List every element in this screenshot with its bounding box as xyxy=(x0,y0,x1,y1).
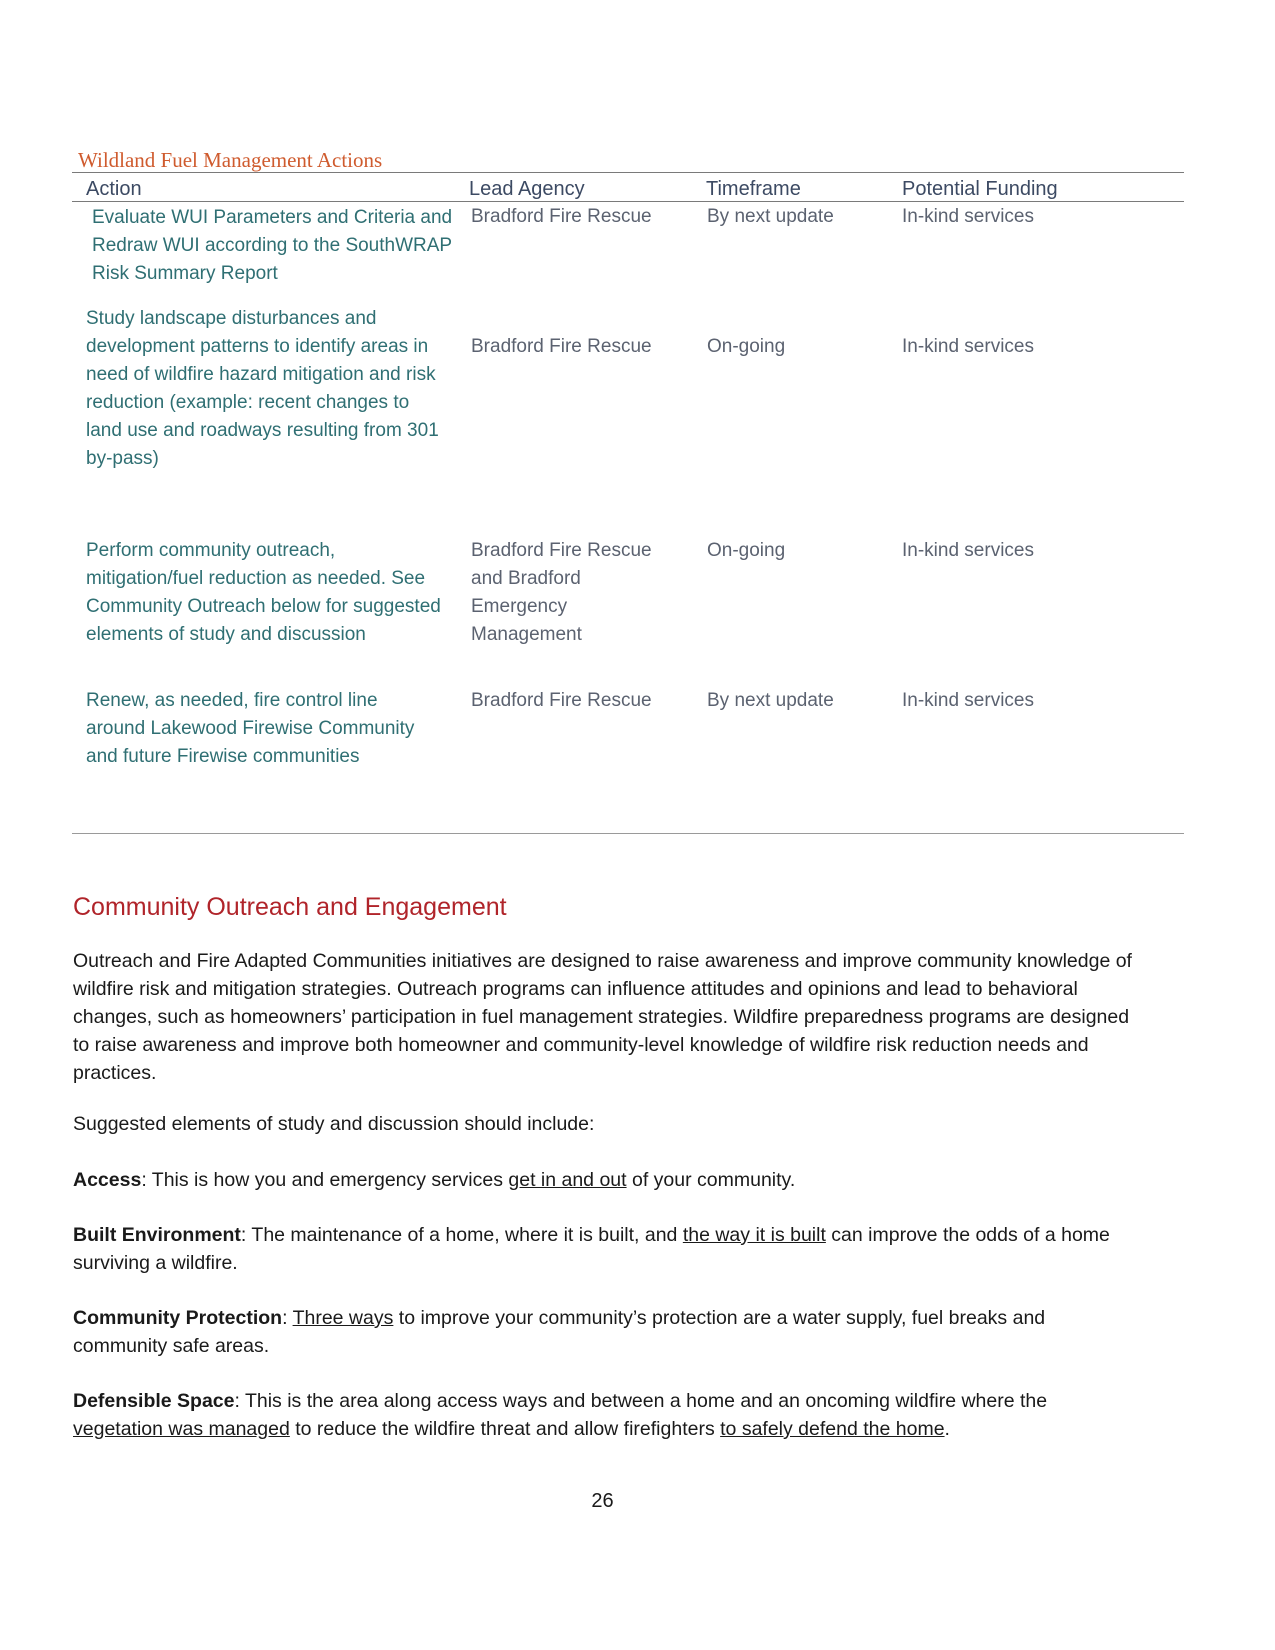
table-row-4-lead-agency: Bradford Fire Rescue xyxy=(471,690,652,711)
access-underlined: get in and out xyxy=(508,1169,627,1191)
page-number: 26 xyxy=(591,1490,614,1512)
built-term: Built Environment xyxy=(73,1224,241,1246)
header-potential-funding: Potential Funding xyxy=(902,178,1058,200)
defensible-text-a: : This is the area along access ways and between a home and an oncoming wildfire where the xyxy=(234,1390,1048,1412)
defensible-text-c: . xyxy=(944,1418,950,1440)
access-term: Access xyxy=(73,1169,142,1191)
table-row-1-funding: In-kind services xyxy=(902,206,1034,227)
table-row-2-lead-agency: Bradford Fire Rescue xyxy=(471,336,652,357)
table-row-2-funding: In-kind services xyxy=(902,336,1034,357)
built-environment-paragraph xyxy=(73,1221,1133,1277)
defensible-space-paragraph xyxy=(73,1387,1133,1443)
table-row-3-lead-agency: Bradford Fire Rescue and Bradford Emergency Management xyxy=(471,540,652,645)
protection-text-a: : xyxy=(282,1307,293,1329)
table-row-4-timeframe: By next update xyxy=(707,690,834,711)
intro-paragraph: Outreach and Fire Adapted Communities initiatives are designed to raise awareness and improve community knowledge of wildfire risk and mitigation strategies. Outreach programs can influence attitudes and opinions and lead to behavioral changes, such as homeowners’ participation in fuel management strategies. Wildfire preparedness programs are designed to raise awareness and improve both homeowner and community-level knowledge of wildfire risk reduction needs and practices. xyxy=(73,950,1132,1084)
built-text-a: : The maintenance of a home, where it is built, and xyxy=(240,1224,683,1246)
defensible-underlined-1: vegetation was managed xyxy=(73,1418,290,1440)
table-row-3-timeframe: On-going xyxy=(707,540,786,561)
table-header-rule xyxy=(72,201,1184,202)
access-text-b: of your community. xyxy=(626,1169,796,1191)
access-paragraph xyxy=(73,1166,1133,1194)
table-row-2-action: Study landscape disturbances and development patterns to identify areas in need of wildfire hazard mitigation and risk reduction (example: recent changes to land use and roadways resulting from 301 by-pass) xyxy=(86,308,439,469)
defensible-underlined-2: to safely defend the home xyxy=(720,1418,945,1440)
table-row-1-timeframe: By next update xyxy=(707,206,834,227)
table-row-1-lead-agency: Bradford Fire Rescue xyxy=(471,206,652,227)
table-row-1-action: Evaluate WUI Parameters and Criteria and Redraw WUI according to the SouthWRAP Risk Summary Report xyxy=(92,207,453,284)
suggested-elements-line: Suggested elements of study and discussion should include: xyxy=(73,1113,595,1135)
table-row-2-timeframe: On-going xyxy=(707,336,786,357)
table-row-4-funding: In-kind services xyxy=(902,690,1034,711)
defensible-text-b: to reduce the wildfire threat and allow firefighters xyxy=(289,1418,721,1440)
built-text-b: can improve the odds of a home surviving a wildfire. xyxy=(73,1224,1110,1274)
protection-text-b: to improve your community’s protection are a water supply, fuel breaks and community safe areas. xyxy=(73,1307,1046,1357)
community-protection-paragraph xyxy=(73,1304,1133,1360)
header-action: Action xyxy=(86,178,142,200)
defensible-term: Defensible Space xyxy=(73,1390,235,1412)
section-heading: Community Outreach and Engagement xyxy=(73,893,507,921)
table-top-rule xyxy=(72,172,1184,173)
table-row-3-action: Perform community outreach, mitigation/fuel reduction as needed. See Community Outreach below for suggested elements of study and discussion xyxy=(86,540,441,645)
built-underlined: the way it is built xyxy=(682,1224,826,1246)
header-timeframe: Timeframe xyxy=(706,178,801,200)
table-bottom-rule xyxy=(72,833,1184,834)
table-title: Wildland Fuel Management Actions xyxy=(78,148,383,172)
protection-underlined: Three ways xyxy=(292,1307,394,1329)
access-text-a: : This is how you and emergency services xyxy=(141,1169,509,1191)
header-lead-agency: Lead Agency xyxy=(469,178,585,200)
table-row-4-action: Renew, as needed, fire control line around Lakewood Firewise Community and future Firewise communities xyxy=(86,690,415,767)
protection-term: Community Protection xyxy=(73,1307,283,1329)
table-row-3-funding: In-kind services xyxy=(902,540,1034,561)
